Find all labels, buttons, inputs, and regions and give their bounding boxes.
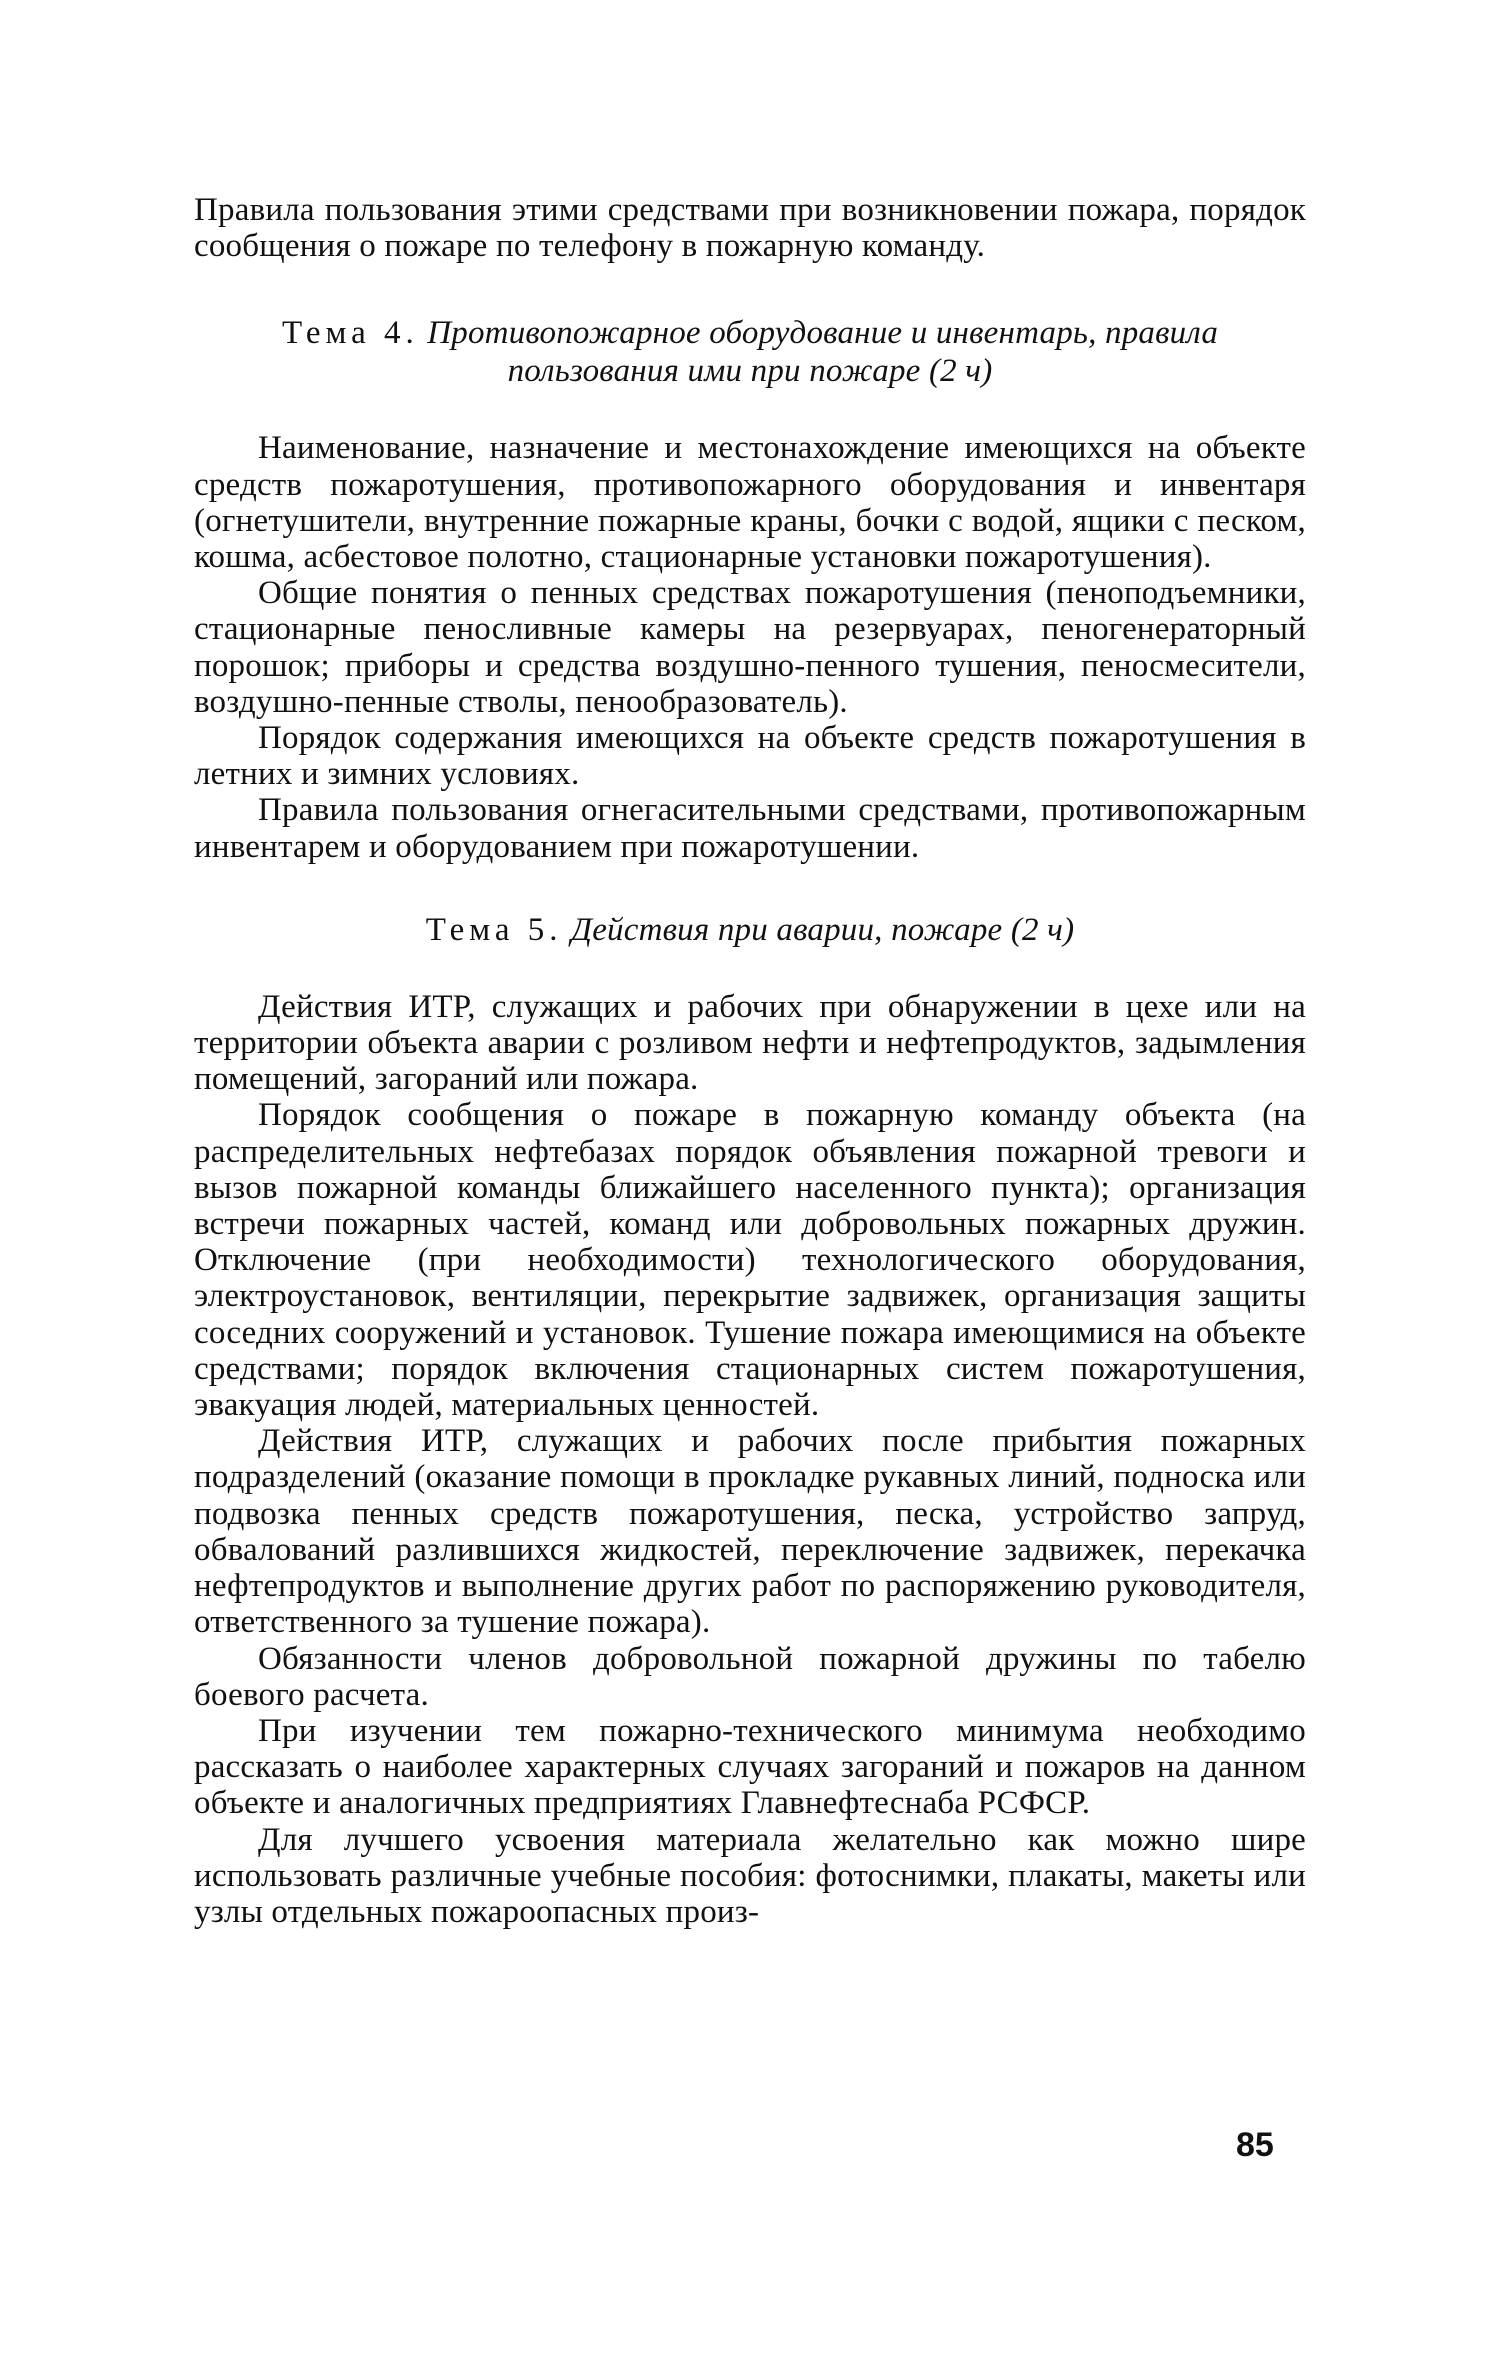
topic-5-heading (194, 911, 1306, 949)
topic-5-label: Тема 5. (425, 911, 563, 948)
page-body (194, 192, 1306, 1930)
topic-5-title: Действия при аварии, пожаре (2 ч) (571, 911, 1075, 948)
topic-4-paragraph: Общие понятия о пенных средствах пожаротушения (пеноподъемники, стационарные пеносливные камеры на резервуарах, пеногенераторный порошок; приборы и средства воздушно-пенного тушения, пеносмесители, воздушно-пенные стволы, пенообразователь). (194, 575, 1306, 720)
page-number: 85 (1236, 2126, 1274, 2164)
topic-4-label: Тема 4. (281, 315, 419, 352)
topic-5-paragraph: Действия ИТР, служащих и рабочих после прибытия пожарных подразделений (оказание помощи в прокладке рукавных линий, подноска или подвозка пенных средств пожаротушения, песка, устройство запруд, обвалований разлившихся жидкостей, переключение задвижек, перекачка нефтепродуктов и выполнение других работ по распоряжению руководителя, ответственного за тушение пожара). (194, 1423, 1306, 1641)
topic-4-heading (194, 314, 1306, 390)
intro-paragraph: Правила пользования этими средствами при возникновении пожара, порядок сообщения о пожаре по телефону в пожарную команду. (194, 192, 1306, 265)
topic-4-paragraph: Наименование, назначение и местонахождение имеющихся на объекте средств пожаротушения, противопожарного оборудования и инвентаря (огнетушители, внутренние пожарные краны, бочки с водой, ящики с песком, кошма, асбестовое полотно, стационарные установки пожаротушения). (194, 430, 1306, 576)
topic-5-paragraph: Порядок сообщения о пожаре в пожарную команду объекта (на распределительных нефтебазах порядок объявления пожарной тревоги и вызов пожарной команды ближайшего населенного пункта); организация встречи пожарных частей, команд или добровольных пожарных дружин. Отключение (при необходимости) технологического оборудования, электроустановок, вентиляции, перекрытие задвижек, организация защиты соседних сооружений и установок. Тушение пожара имеющимися на объекте средствами; порядок включения стационарных систем пожаротушения, эвакуация людей, материальных ценностей. (194, 1097, 1306, 1424)
topic-5-paragraph: Для лучшего усвоения материала желательно как можно шире использовать различные учебные пособия: фотоснимки, плакаты, макеты или узлы отдельных пожароопасных произ- (194, 1821, 1306, 1930)
topic-4-title: Противопожарное оборудование и инвентарь, правила пользования ими при пожаре (2 ч) (427, 315, 1219, 390)
topic-5-paragraph: При изучении тем пожарно-технического минимума необходимо рассказать о наиболее характерных случаях загораний и пожаров на данном объекте и аналогичных предприятиях Главнефтеснаба РСФСР. (194, 1712, 1306, 1822)
topic-5-paragraph: Обязанности членов добровольной пожарной дружины по табелю боевого расчета. (194, 1640, 1306, 1713)
topic-5-paragraph: Действия ИТР, служащих и рабочих при обнаружении в цехе или на территории объекта аварии с розливом нефти и нефтепродуктов, задымления помещений, загораний или пожара. (194, 988, 1306, 1098)
topic-4-paragraph: Правила пользования огнегасительными средствами, противопожарным инвентарем и оборудованием при пожаротушении. (194, 792, 1306, 865)
topic-4-paragraph: Порядок содержания имеющихся на объекте средств пожаротушения в летних и зимних условиях. (194, 720, 1306, 793)
